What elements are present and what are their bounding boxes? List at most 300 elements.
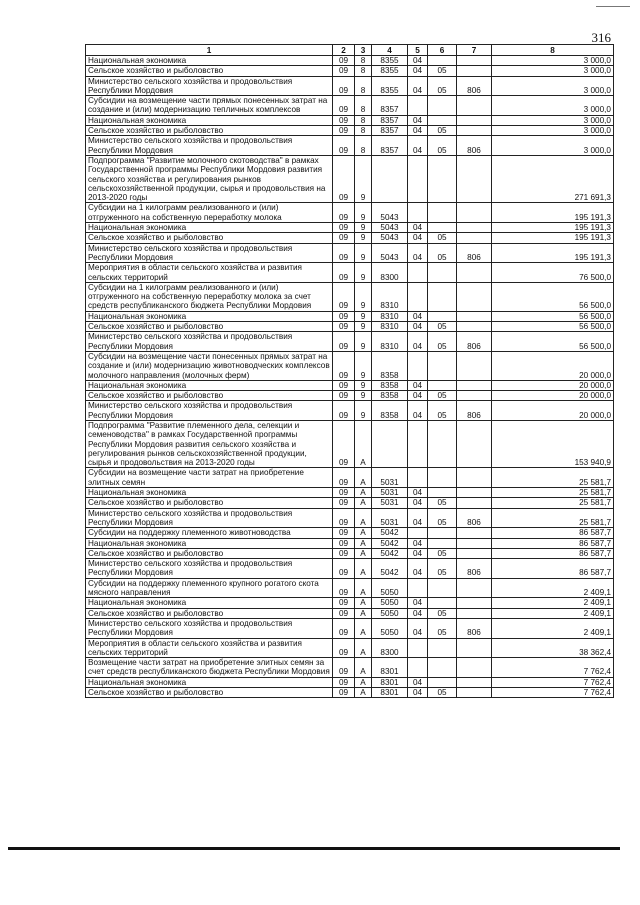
table-body [86, 56, 614, 698]
vr-cell [457, 311, 492, 321]
table-row [86, 351, 614, 380]
table-row [86, 677, 614, 687]
amount-cell: 86 587,7 [492, 538, 614, 548]
vr-cell [457, 66, 492, 76]
amount-cell: 86 587,7 [492, 548, 614, 558]
chapter-cell: 04 [408, 76, 428, 96]
item-name-cell: Министерство сельского хозяйства и продовольствия Республики Мордовия [86, 559, 333, 579]
subsection-cell: 9 [355, 155, 372, 202]
chapter-cell [408, 96, 428, 116]
vr-cell: 806 [457, 243, 492, 263]
item-name-cell: Мероприятия в области сельского хозяйства и развития сельских территорий [86, 263, 333, 283]
subchapter-cell: 05 [428, 401, 457, 421]
header-cell: 4 [372, 45, 408, 56]
amount-cell: 25 581,7 [492, 468, 614, 488]
amount-cell: 195 191,3 [492, 203, 614, 223]
chapter-cell [408, 578, 428, 598]
chapter-cell: 04 [408, 598, 428, 608]
subsection-cell: 8 [355, 96, 372, 116]
item-name-cell: Национальная экономика [86, 311, 333, 321]
subchapter-cell [428, 538, 457, 548]
subsection-cell: А [355, 548, 372, 558]
subchapter-cell [428, 658, 457, 678]
code-cell: 8357 [372, 96, 408, 116]
code-cell: 8355 [372, 56, 408, 66]
table-row [86, 66, 614, 76]
header-cell: 3 [355, 45, 372, 56]
chapter-cell: 04 [408, 688, 428, 698]
vr-cell [457, 488, 492, 498]
amount-cell: 195 191,3 [492, 223, 614, 233]
subsection-cell: 8 [355, 76, 372, 96]
vr-cell [457, 598, 492, 608]
amount-cell: 2 409,1 [492, 598, 614, 608]
subsection-cell: 9 [355, 391, 372, 401]
vr-cell [457, 223, 492, 233]
subchapter-cell [428, 155, 457, 202]
subchapter-cell [428, 311, 457, 321]
table-row [86, 401, 614, 421]
code-cell: 8300 [372, 638, 408, 658]
amount-cell: 7 762,4 [492, 658, 614, 678]
item-name-cell: Сельское хозяйство и рыболовство [86, 548, 333, 558]
table-row [86, 282, 614, 311]
section-cell: 09 [333, 351, 355, 380]
vr-cell [457, 528, 492, 538]
subchapter-cell: 05 [428, 66, 457, 76]
amount-cell: 25 581,7 [492, 488, 614, 498]
code-cell: 8357 [372, 126, 408, 136]
subchapter-cell: 05 [428, 126, 457, 136]
subchapter-cell [428, 223, 457, 233]
section-cell: 09 [333, 548, 355, 558]
table-row [86, 136, 614, 156]
budget-table [85, 44, 614, 698]
subsection-cell: 9 [355, 351, 372, 380]
header-cell: 5 [408, 45, 428, 56]
item-name-cell: Министерство сельского хозяйства и продовольствия Республики Мордовия [86, 243, 333, 263]
code-cell: 8355 [372, 76, 408, 96]
section-cell: 09 [333, 263, 355, 283]
subchapter-cell [428, 578, 457, 598]
item-name-cell: Сельское хозяйство и рыболовство [86, 233, 333, 243]
code-cell: 8357 [372, 115, 408, 125]
table-row [86, 468, 614, 488]
chapter-cell: 04 [408, 508, 428, 528]
vr-cell [457, 322, 492, 332]
section-cell: 09 [333, 658, 355, 678]
subchapter-cell: 05 [428, 233, 457, 243]
chapter-cell: 04 [408, 608, 428, 618]
chapter-cell: 04 [408, 677, 428, 687]
vr-cell [457, 538, 492, 548]
code-cell: 5031 [372, 508, 408, 528]
code-cell: 5031 [372, 488, 408, 498]
item-name-cell: Субсидии на возмещение части понесенных прямых затрат на создание и (или) модернизацию животноводческих комплексов молочного направления (молочных ферм) [86, 351, 333, 380]
subsection-cell: А [355, 538, 372, 548]
table-row [86, 155, 614, 202]
item-name-cell: Национальная экономика [86, 677, 333, 687]
subsection-cell: 9 [355, 233, 372, 243]
subchapter-cell [428, 528, 457, 538]
section-cell: 09 [333, 638, 355, 658]
subsection-cell: А [355, 638, 372, 658]
subsection-cell: А [355, 488, 372, 498]
table-row [86, 548, 614, 558]
amount-cell: 20 000,0 [492, 351, 614, 380]
subsection-cell: 9 [355, 263, 372, 283]
vr-cell [457, 638, 492, 658]
table-row [86, 322, 614, 332]
chapter-cell [408, 263, 428, 283]
subchapter-cell: 05 [428, 548, 457, 558]
chapter-cell [408, 658, 428, 678]
subchapter-cell [428, 488, 457, 498]
table-row [86, 56, 614, 66]
subsection-cell: 9 [355, 401, 372, 421]
header-cell: 8 [492, 45, 614, 56]
vr-cell [457, 658, 492, 678]
amount-cell: 2 409,1 [492, 608, 614, 618]
amount-cell: 56 500,0 [492, 282, 614, 311]
subsection-cell: 8 [355, 115, 372, 125]
table-row [86, 96, 614, 116]
item-name-cell: Субсидии на 1 килограмм реализованного и (или) отгруженного на собственную переработку молока [86, 203, 333, 223]
subchapter-cell [428, 351, 457, 380]
vr-cell [457, 96, 492, 116]
vr-cell [457, 578, 492, 598]
item-name-cell: Сельское хозяйство и рыболовство [86, 688, 333, 698]
subchapter-cell [428, 677, 457, 687]
table-row [86, 528, 614, 538]
amount-cell: 7 762,4 [492, 688, 614, 698]
code-cell: 5043 [372, 203, 408, 223]
subsection-cell: 8 [355, 126, 372, 136]
section-cell: 09 [333, 538, 355, 548]
amount-cell: 3 000,0 [492, 136, 614, 156]
subsection-cell: 9 [355, 203, 372, 223]
chapter-cell: 04 [408, 548, 428, 558]
subsection-cell: А [355, 578, 372, 598]
code-cell: 8357 [372, 136, 408, 156]
section-cell: 09 [333, 420, 355, 467]
code-cell [372, 155, 408, 202]
subsection-cell: А [355, 508, 372, 528]
amount-cell: 7 762,4 [492, 677, 614, 687]
table-row [86, 658, 614, 678]
code-cell: 5042 [372, 538, 408, 548]
subsection-cell: 9 [355, 332, 372, 352]
vr-cell [457, 548, 492, 558]
header-cell: 1 [86, 45, 333, 56]
subsection-cell: А [355, 608, 372, 618]
table-row [86, 332, 614, 352]
chapter-cell: 04 [408, 233, 428, 243]
table-row [86, 488, 614, 498]
section-cell: 09 [333, 578, 355, 598]
table-row [86, 243, 614, 263]
vr-cell [457, 420, 492, 467]
subchapter-cell [428, 96, 457, 116]
code-cell: 5050 [372, 598, 408, 608]
section-cell: 09 [333, 401, 355, 421]
code-cell: 5043 [372, 233, 408, 243]
chapter-cell: 04 [408, 223, 428, 233]
vr-cell [457, 608, 492, 618]
chapter-cell [408, 638, 428, 658]
item-name-cell: Подпрограмма "Развитие молочного скотоводства" в рамках Государственной программы Республики Мордовия развития сельского хозяйства и регулирования рынков сельскохозяйственной продукции, сырья и продовольствия на 2013-2020 годы [86, 155, 333, 202]
amount-cell: 3 000,0 [492, 96, 614, 116]
subsection-cell: А [355, 498, 372, 508]
chapter-cell: 04 [408, 66, 428, 76]
table-row [86, 598, 614, 608]
table-row [86, 508, 614, 528]
chapter-cell: 04 [408, 115, 428, 125]
chapter-cell [408, 203, 428, 223]
section-cell: 09 [333, 598, 355, 608]
table-row [86, 203, 614, 223]
section-cell: 09 [333, 332, 355, 352]
amount-cell: 3 000,0 [492, 66, 614, 76]
table-row [86, 578, 614, 598]
amount-cell: 153 940,9 [492, 420, 614, 467]
table-row [86, 223, 614, 233]
chapter-cell: 04 [408, 322, 428, 332]
subchapter-cell: 05 [428, 243, 457, 263]
item-name-cell: Возмещение части затрат на приобретение элитных семян за счет средств республиканского бюджета Республики Мордовия [86, 658, 333, 678]
item-name-cell: Национальная экономика [86, 598, 333, 608]
item-name-cell: Министерство сельского хозяйства и продовольствия Республики Мордовия [86, 618, 333, 638]
subchapter-cell: 05 [428, 559, 457, 579]
subchapter-cell: 05 [428, 322, 457, 332]
item-name-cell: Подпрограмма "Развитие племенного дела, селекции и семеноводства" в рамках Государственной программы Республики Мордовия развития сельского хозяйства и регулирования рынков сельскохозяйственной продукции, сырья и продовольствия на 2013-2020 годы [86, 420, 333, 467]
subchapter-cell: 05 [428, 391, 457, 401]
chapter-cell: 04 [408, 332, 428, 352]
code-cell: 5043 [372, 243, 408, 263]
vr-cell: 806 [457, 559, 492, 579]
vr-cell [457, 203, 492, 223]
chapter-cell: 04 [408, 488, 428, 498]
code-cell: 8310 [372, 282, 408, 311]
chapter-cell: 04 [408, 56, 428, 66]
section-cell: 09 [333, 608, 355, 618]
amount-cell: 20 000,0 [492, 391, 614, 401]
amount-cell: 3 000,0 [492, 56, 614, 66]
item-name-cell: Министерство сельского хозяйства и продовольствия Республики Мордовия [86, 136, 333, 156]
subchapter-cell [428, 282, 457, 311]
vr-cell [457, 282, 492, 311]
code-cell: 8310 [372, 311, 408, 321]
section-cell: 09 [333, 380, 355, 390]
section-cell: 09 [333, 76, 355, 96]
item-name-cell: Субсидии на поддержку племенного крупного рогатого скота мясного направления [86, 578, 333, 598]
amount-cell: 86 587,7 [492, 528, 614, 538]
vr-cell: 806 [457, 401, 492, 421]
vr-cell: 806 [457, 76, 492, 96]
subsection-cell: 9 [355, 322, 372, 332]
item-name-cell: Субсидии на возмещение части прямых понесенных затрат на создание и (или) модернизацию тепличных комплексов [86, 96, 333, 116]
chapter-cell: 04 [408, 538, 428, 548]
table-row [86, 608, 614, 618]
vr-cell [457, 468, 492, 488]
item-name-cell: Министерство сельского хозяйства и продовольствия Республики Мордовия [86, 508, 333, 528]
item-name-cell: Национальная экономика [86, 223, 333, 233]
table-header-row [86, 45, 614, 56]
chapter-cell [408, 155, 428, 202]
subchapter-cell [428, 598, 457, 608]
vr-cell [457, 56, 492, 66]
section-cell: 09 [333, 243, 355, 263]
amount-cell: 76 500,0 [492, 263, 614, 283]
subsection-cell: 9 [355, 311, 372, 321]
chapter-cell: 04 [408, 618, 428, 638]
code-cell: 5042 [372, 528, 408, 538]
vr-cell [457, 351, 492, 380]
chapter-cell: 04 [408, 136, 428, 156]
amount-cell: 25 581,7 [492, 508, 614, 528]
code-cell: 8301 [372, 658, 408, 678]
section-cell: 09 [333, 136, 355, 156]
amount-cell: 86 587,7 [492, 559, 614, 579]
table-row [86, 538, 614, 548]
subsection-cell: А [355, 420, 372, 467]
bottom-rule [8, 847, 620, 850]
subchapter-cell: 05 [428, 508, 457, 528]
code-cell: 8301 [372, 688, 408, 698]
section-cell: 09 [333, 311, 355, 321]
section-cell: 09 [333, 677, 355, 687]
header-cell: 7 [457, 45, 492, 56]
item-name-cell: Сельское хозяйство и рыболовство [86, 608, 333, 618]
item-name-cell: Национальная экономика [86, 56, 333, 66]
vr-cell: 806 [457, 136, 492, 156]
code-cell: 8358 [372, 380, 408, 390]
item-name-cell: Субсидии на возмещение части затрат на приобретение элитных семян [86, 468, 333, 488]
subsection-cell: А [355, 618, 372, 638]
vr-cell: 806 [457, 508, 492, 528]
code-cell: 5043 [372, 223, 408, 233]
section-cell: 09 [333, 391, 355, 401]
table-row [86, 76, 614, 96]
vr-cell [457, 126, 492, 136]
amount-cell: 56 500,0 [492, 332, 614, 352]
vr-cell: 806 [457, 332, 492, 352]
section-cell: 09 [333, 618, 355, 638]
code-cell: 5031 [372, 498, 408, 508]
code-cell: 5031 [372, 468, 408, 488]
item-name-cell: Мероприятия в области сельского хозяйства и развития сельских территорий [86, 638, 333, 658]
code-cell [372, 420, 408, 467]
vr-cell: 806 [457, 618, 492, 638]
item-name-cell: Министерство сельского хозяйства и продовольствия Республики Мордовия [86, 401, 333, 421]
code-cell: 8310 [372, 332, 408, 352]
item-name-cell: Субсидии на 1 килограмм реализованного и (или) отгруженного на собственную переработку молока за счет средств республиканского бюджета Республики Мордовия [86, 282, 333, 311]
section-cell: 09 [333, 282, 355, 311]
table-row [86, 380, 614, 390]
subsection-cell: 9 [355, 380, 372, 390]
chapter-cell: 04 [408, 498, 428, 508]
section-cell: 09 [333, 66, 355, 76]
page-number: 316 [591, 30, 611, 45]
amount-cell: 20 000,0 [492, 380, 614, 390]
table-row [86, 420, 614, 467]
item-name-cell: Сельское хозяйство и рыболовство [86, 322, 333, 332]
amount-cell: 3 000,0 [492, 76, 614, 96]
chapter-cell: 04 [408, 126, 428, 136]
chapter-cell [408, 282, 428, 311]
amount-cell: 56 500,0 [492, 322, 614, 332]
vr-cell [457, 155, 492, 202]
vr-cell [457, 677, 492, 687]
subchapter-cell: 05 [428, 608, 457, 618]
table-row [86, 498, 614, 508]
section-cell: 09 [333, 203, 355, 223]
header-cell: 6 [428, 45, 457, 56]
subsection-cell: 9 [355, 223, 372, 233]
vr-cell [457, 380, 492, 390]
subchapter-cell: 05 [428, 136, 457, 156]
subchapter-cell: 05 [428, 688, 457, 698]
amount-cell: 20 000,0 [492, 401, 614, 421]
section-cell: 09 [333, 688, 355, 698]
amount-cell: 2 409,1 [492, 578, 614, 598]
subchapter-cell [428, 263, 457, 283]
code-cell: 8310 [372, 322, 408, 332]
item-name-cell: Сельское хозяйство и рыболовство [86, 126, 333, 136]
chapter-cell: 04 [408, 243, 428, 263]
subsection-cell: 8 [355, 56, 372, 66]
section-cell: 09 [333, 528, 355, 538]
subsection-cell: 8 [355, 136, 372, 156]
chapter-cell: 04 [408, 391, 428, 401]
section-cell: 09 [333, 559, 355, 579]
vr-cell [457, 263, 492, 283]
item-name-cell: Сельское хозяйство и рыболовство [86, 391, 333, 401]
code-cell: 5042 [372, 559, 408, 579]
table-row [86, 233, 614, 243]
subchapter-cell: 05 [428, 332, 457, 352]
table-row [86, 115, 614, 125]
amount-cell: 3 000,0 [492, 126, 614, 136]
section-cell: 09 [333, 155, 355, 202]
code-cell: 5050 [372, 608, 408, 618]
code-cell: 5050 [372, 578, 408, 598]
table-row [86, 263, 614, 283]
table-row [86, 618, 614, 638]
table-row [86, 311, 614, 321]
chapter-cell [408, 468, 428, 488]
chapter-cell: 04 [408, 559, 428, 579]
chapter-cell [408, 420, 428, 467]
scan-mark [596, 6, 630, 7]
section-cell: 09 [333, 96, 355, 116]
amount-cell: 56 500,0 [492, 311, 614, 321]
subsection-cell: 9 [355, 243, 372, 263]
subchapter-cell [428, 115, 457, 125]
vr-cell [457, 115, 492, 125]
subsection-cell: А [355, 688, 372, 698]
section-cell: 09 [333, 508, 355, 528]
subchapter-cell [428, 468, 457, 488]
table-row [86, 126, 614, 136]
table-row [86, 391, 614, 401]
section-cell: 09 [333, 115, 355, 125]
header-cell: 2 [333, 45, 355, 56]
amount-cell: 2 409,1 [492, 618, 614, 638]
item-name-cell: Национальная экономика [86, 488, 333, 498]
subsection-cell: А [355, 658, 372, 678]
subchapter-cell [428, 56, 457, 66]
